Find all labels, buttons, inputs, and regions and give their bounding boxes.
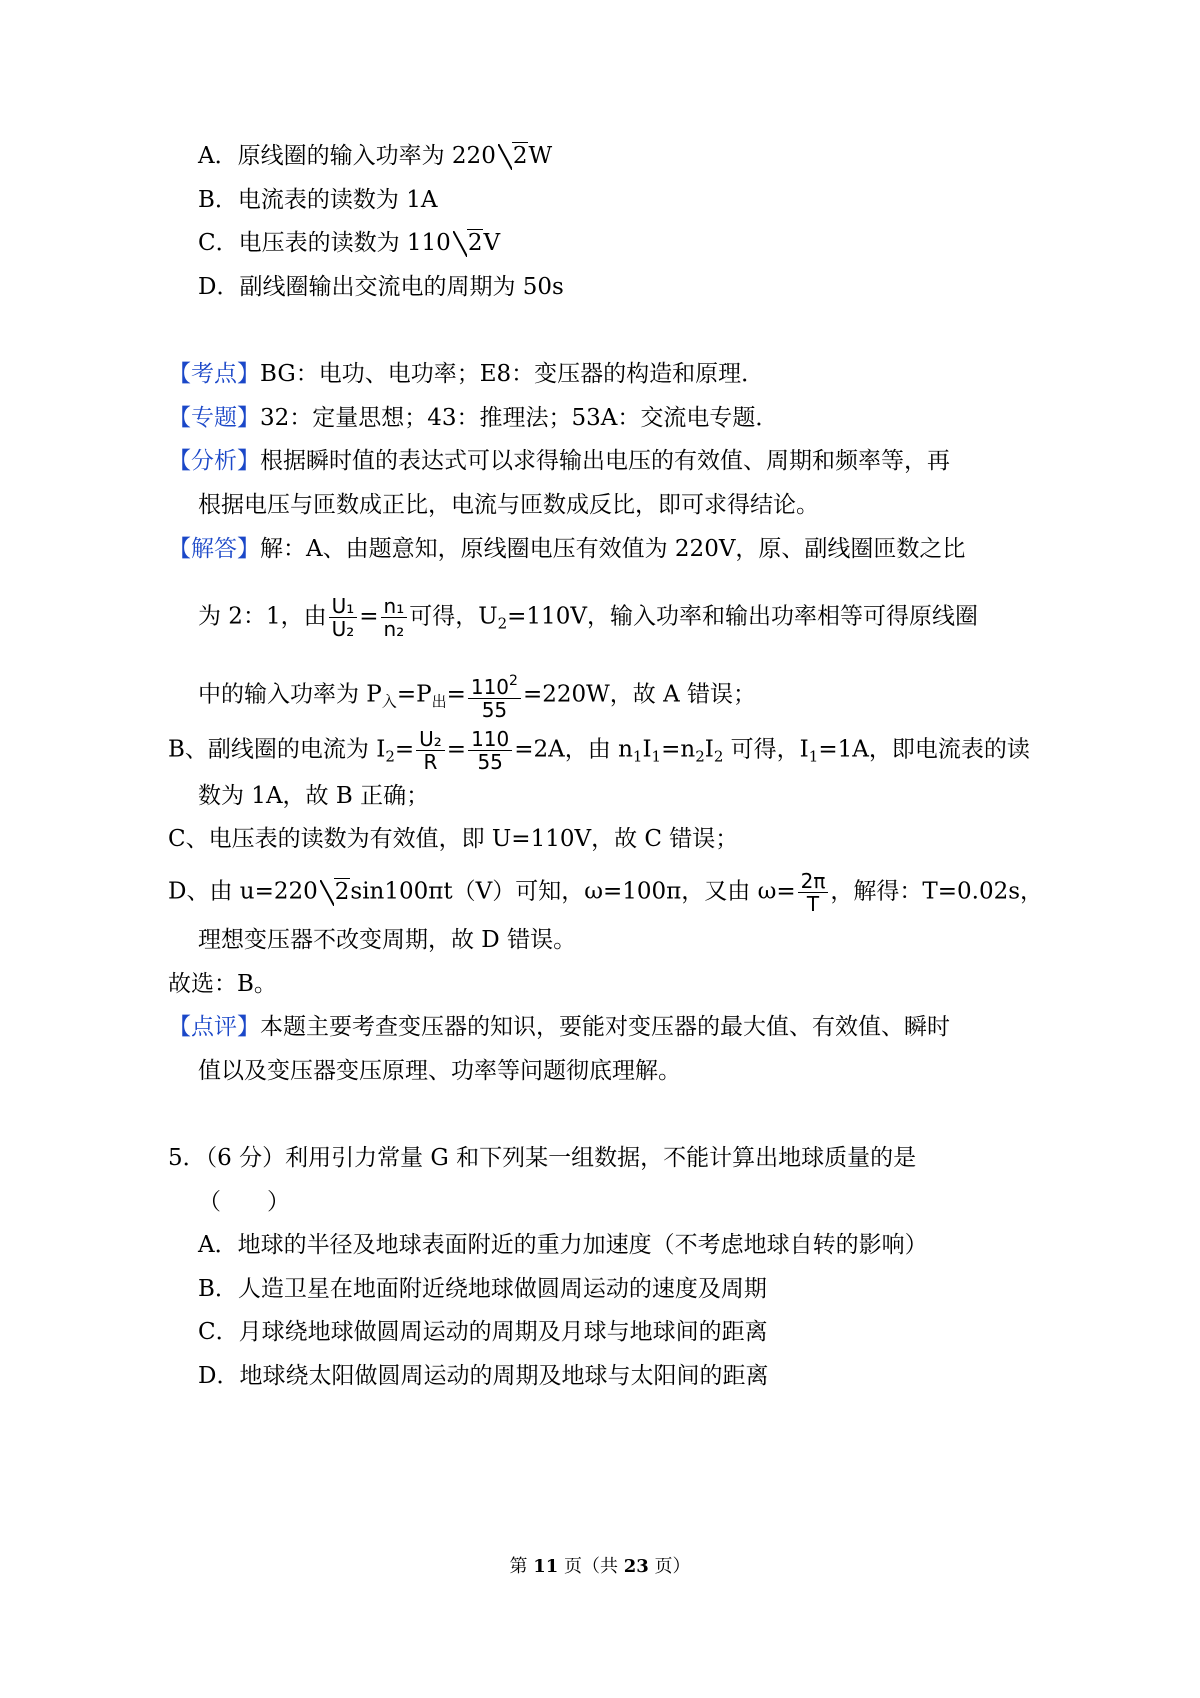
kaodian-tag: 【考点】 <box>168 361 260 387</box>
q5-option-d: D．地球绕太阳做圆周运动的周期及地球与太阳间的距离 <box>198 1363 769 1389</box>
c-line: C、电压表的读数为有效值，即 U=110V，故 C 错误； <box>168 826 739 852</box>
fenxi-line-2: 根据电压与匝数成正比，电流与匝数成反比，即可求得结论。 <box>198 492 819 518</box>
fraction-u2-r: $\frac{\text{U₂}}{R}$ <box>416 728 445 773</box>
dianping-line: 【点评】本题主要考查变压器的知识，要能对变压器的最大值、有效值、瞬时 <box>168 1014 950 1040</box>
zhuanti-line: 【专题】32：定量思想；43：推理法；53A：交流电专题． <box>168 405 779 431</box>
d-line-2: 理想变压器不改变周期，故 D 错误。 <box>198 927 577 953</box>
dianping-line-2: 值以及变压器变压原理、功率等问题彻底理解。 <box>198 1058 681 1084</box>
jieda-line-2: 为 2：1，由 $\frac{\text{U₁}}{\text{U₂}}$ = $\frac{\text{n₁}}{\text{n₂}}$ 可得，$U_2=110V$，输入功率和输出功率相等可得原线圈 <box>198 594 978 641</box>
kaodian-line: 【考点】BG：电功、电功率；E8：变压器的构造和原理． <box>168 361 765 387</box>
fraction-n1-n2: $\frac{\text{n₁}}{\text{n₂}}$ <box>381 595 408 640</box>
jieda-line-3: 中的输入功率为 $P_入=P_出=$ $\frac{110^2}{55}$ =220W，故 A 错误； <box>198 670 756 721</box>
q4-option-b: B．电流表的读数为 1A <box>198 187 438 213</box>
jieda-tag: 【解答】 <box>168 536 260 562</box>
page-total: 23 <box>623 1556 649 1577</box>
sqrt-symbol: 2 <box>498 140 529 172</box>
fenxi-tag: 【分析】 <box>168 448 260 474</box>
b-line: B、副线圈的电流为 $I_2=$ $\frac{\text{U₂}}{R}$ = $\frac{110}{55}$ =2A，由 $n_1I_1=n_2I_2$ 可得，$I_1=1A$，即电流表的读 <box>168 727 1030 774</box>
fraction-110sq-55: $\frac{110^2}{55}$ <box>468 670 521 721</box>
answer-line: 故选：B。 <box>168 971 277 997</box>
q5-stem-bracket: （ ） <box>198 1189 290 1215</box>
zhuanti-tag: 【专题】 <box>168 405 260 431</box>
b-line-2: 数为 1A，故 B 正确； <box>198 783 430 809</box>
sqrt-symbol: 2 <box>453 227 484 259</box>
jieda-line: 【解答】解：A、由题意知，原线圈电压有效值为 220V，原、副线圈匝数之比 <box>168 536 966 562</box>
fraction-2pi-t: $\frac{2\pi}{T}$ <box>798 870 829 915</box>
page-footer: 第 11 页（共 23 页） <box>509 1556 691 1577</box>
fenxi-line: 【分析】根据瞬时值的表达式可以求得输出电压的有效值、周期和频率等，再 <box>168 448 950 474</box>
q4-option-a: A．原线圈的输入功率为 220 2W <box>198 140 552 172</box>
q4-option-d: D．副线圈输出交流电的周期为 50s <box>198 274 564 300</box>
q5-option-c: C．月球绕地球做圆周运动的周期及月球与地球间的距离 <box>198 1319 768 1345</box>
fraction-110-55: $\frac{110}{55}$ <box>468 728 512 773</box>
q4-option-c: C．电压表的读数为 110 2V <box>198 227 500 259</box>
q5-option-b: B．人造卫星在地面附近绕地球做圆周运动的速度及周期 <box>198 1276 767 1302</box>
sqrt-symbol: 2 <box>320 876 351 908</box>
fraction-u1-u2: $\frac{\text{U₁}}{\text{U₂}}$ <box>329 595 358 640</box>
q5-option-a: A．地球的半径及地球表面附近的重力加速度（不考虑地球自转的影响） <box>198 1232 928 1258</box>
d-line: D、由 u=220 2sin100πt（V）可知，ω=100π，又由 ω= $\frac{2\pi}{T}$ ，解得：T=0.02s， <box>168 869 1044 916</box>
q5-stem: 5．（6 分）利用引力常量 G 和下列某一组数据，不能计算出地球质量的是 <box>168 1145 917 1171</box>
dianping-tag: 【点评】 <box>168 1014 260 1040</box>
page-number: 11 <box>533 1556 559 1577</box>
